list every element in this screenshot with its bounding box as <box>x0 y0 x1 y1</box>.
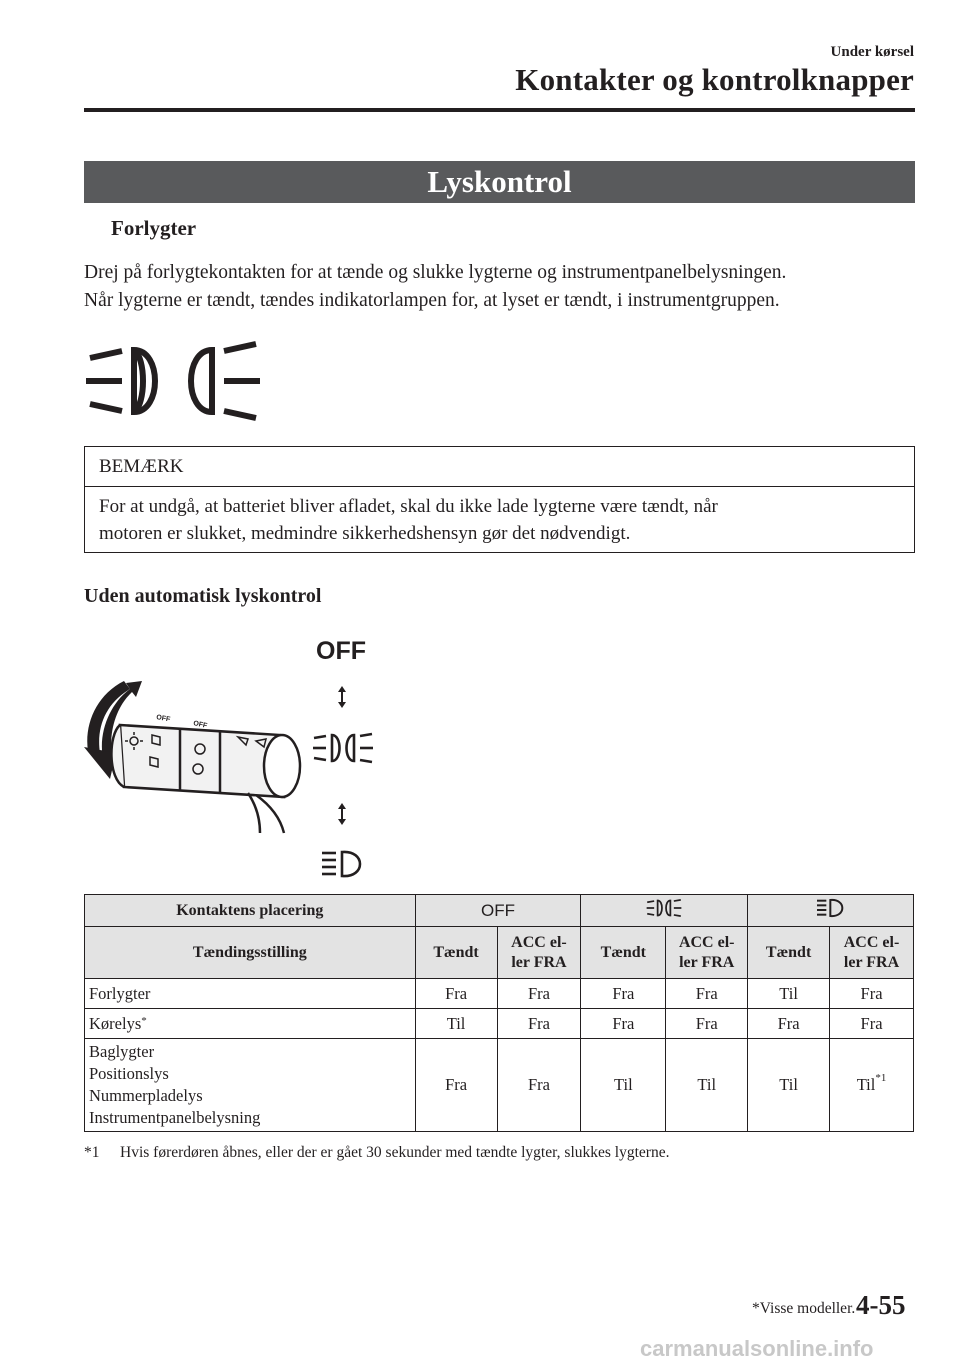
table-ignition-row <box>85 927 914 979</box>
subheading-uden-auto: Uden automatisk lyskontrol <box>84 585 322 607</box>
watermark: carmanualsonline.info <box>640 1336 874 1361</box>
table-cell: Fra <box>415 1039 497 1132</box>
row-label: Kørelys* <box>85 1009 416 1039</box>
subheading-forlygter: Forlygter <box>111 216 197 240</box>
table-cell: Til <box>748 979 830 1009</box>
footnote-marker: *1 <box>875 1072 887 1084</box>
ignition-on: Tændt <box>415 927 497 979</box>
table-cell: Fra <box>497 1039 581 1132</box>
table-cell: Til <box>748 1039 830 1132</box>
table-row <box>85 979 914 1009</box>
table-cell: Fra <box>581 1009 666 1039</box>
footnote-marker: * <box>141 1014 147 1027</box>
headlight-icon-small <box>644 897 684 919</box>
svg-text:OFF: OFF <box>192 720 208 730</box>
double-arrow-icon-2 <box>336 803 348 825</box>
double-arrow-icon <box>336 686 348 708</box>
header-ignition: Tændingsstilling <box>85 927 416 979</box>
table-cell: Til <box>666 1039 748 1132</box>
ignition-on: Tændt <box>581 927 666 979</box>
svg-text:OFF: OFF <box>155 714 171 724</box>
section-label: Under kørsel <box>830 44 914 60</box>
intro-line-1: Drej på forlygtekontakten for at tænde og slukke lygterne og instrumentpanelbelysningen. <box>84 262 787 283</box>
headlight-icon <box>312 729 374 767</box>
note-heading: BEMÆRK <box>85 447 914 487</box>
note-box <box>84 446 915 553</box>
col-headlight <box>581 895 748 927</box>
table-row <box>85 1039 914 1132</box>
header-divider <box>84 108 915 112</box>
note-line-2: motoren er slukket, medmindre sikkerhedshensyn gør det nødvendigt. <box>99 523 631 544</box>
row-label: Baglygter Positionslys Nummerpladelys Instrumentpanelbelysning <box>85 1039 416 1132</box>
note-body <box>99 493 904 547</box>
ignition-on: Tændt <box>748 927 830 979</box>
page-number: 4-55 <box>856 1290 906 1320</box>
headlight-indicator-icon <box>84 338 262 424</box>
table-footnote: *1 Hvis førerdøren åbnes, eller der er gået 30 sekunder med tændte lygter, slukkes lygterne. <box>84 1144 670 1161</box>
header-switch-position: Kontaktens placering <box>85 895 416 927</box>
ignition-acc: ACC el- ler FRA <box>497 927 581 979</box>
table-cell: Fra <box>415 979 497 1009</box>
parking-light-icon <box>320 849 366 879</box>
ignition-acc: ACC el- ler FRA <box>666 927 748 979</box>
intro-line-2: Når lygterne er tændt, tændes indikatorlampen for, at lyset er tændt, i instrumentgruppen. <box>84 290 780 311</box>
table-cell: Fra <box>830 979 914 1009</box>
ignition-acc: ACC el- ler FRA <box>830 927 914 979</box>
table-cell: Fra <box>748 1009 830 1039</box>
table-cell: Fra <box>497 979 581 1009</box>
section-banner: Lyskontrol <box>84 161 915 203</box>
table-cell: Fra <box>497 1009 581 1039</box>
table-cell: Til <box>415 1009 497 1039</box>
table-cell: Fra <box>830 1009 914 1039</box>
off-position-label: OFF <box>316 637 366 665</box>
table-cell: Fra <box>666 979 748 1009</box>
col-off: OFF <box>415 895 581 927</box>
table-cell: Til <box>581 1039 666 1132</box>
row-label: Forlygter <box>85 979 416 1009</box>
table-header-row <box>85 895 914 927</box>
parking-light-icon-small <box>815 898 847 918</box>
footer-note: *Visse modeller. <box>752 1300 856 1317</box>
col-parking <box>748 895 914 927</box>
light-status-table <box>84 894 914 1132</box>
table-cell: Fra <box>581 979 666 1009</box>
table-cell: Fra <box>666 1009 748 1039</box>
table-cell: Til$^{*1}$ <box>830 1039 914 1132</box>
lever-switch-illustration <box>80 675 310 835</box>
page-title: Kontakter og kontrolknapper <box>515 62 914 97</box>
table-row <box>85 1009 914 1039</box>
intro-paragraph <box>84 259 924 315</box>
note-line-1: For at undgå, at batteriet bliver afladet, skal du ikke lade lygterne være tændt, når <box>99 496 718 517</box>
